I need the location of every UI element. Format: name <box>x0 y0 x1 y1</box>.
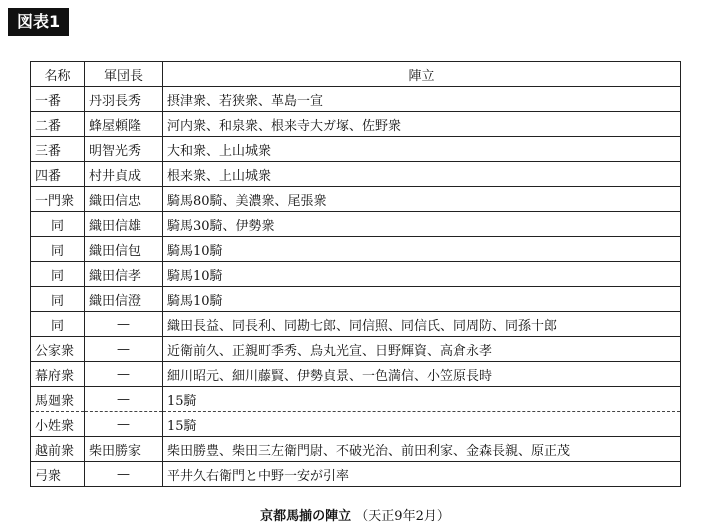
cell-formation: 騎馬30騎、伊勢衆 <box>163 212 681 237</box>
cell-formation: 15騎 <box>163 387 681 412</box>
cell-name: 小姓衆 <box>31 412 85 437</box>
cell-name: 同 <box>31 262 85 287</box>
cell-formation: 平井久右衛門と中野一安が引率 <box>163 462 681 487</box>
cell-commander: 織田信澄 <box>85 287 163 312</box>
table-body <box>31 87 681 487</box>
caption-date: （天正9年2月） <box>355 509 450 524</box>
table-row <box>31 412 681 437</box>
cell-name: 同 <box>31 287 85 312</box>
cell-commander: 織田信忠 <box>85 187 163 212</box>
table-row <box>31 162 681 187</box>
table-row <box>31 212 681 237</box>
table-caption <box>0 505 710 524</box>
cell-formation: 騎馬10騎 <box>163 237 681 262</box>
table-row <box>31 437 681 462</box>
table-row <box>31 262 681 287</box>
cell-name: 三番 <box>31 137 85 162</box>
cell-formation: 大和衆、上山城衆 <box>163 137 681 162</box>
cell-commander: — <box>85 462 163 487</box>
cell-name: 一門衆 <box>31 187 85 212</box>
table-row <box>31 362 681 387</box>
cell-commander: 織田信包 <box>85 237 163 262</box>
cell-formation: 織田長益、同長利、同勘七郎、同信照、同信氏、同周防、同孫十郎 <box>163 312 681 337</box>
header-commander: 軍団長 <box>85 62 163 87</box>
cell-commander: — <box>85 312 163 337</box>
table-header-row <box>31 62 681 87</box>
cell-formation: 柴田勝豊、柴田三左衛門尉、不破光治、前田利家、金森長親、原正茂 <box>163 437 681 462</box>
cell-name: 一番 <box>31 87 85 112</box>
table-row <box>31 287 681 312</box>
cell-commander: — <box>85 337 163 362</box>
cell-formation: 河内衆、和泉衆、根来寺大ガ塚、佐野衆 <box>163 112 681 137</box>
formation-table <box>30 61 681 487</box>
cell-commander: 織田信孝 <box>85 262 163 287</box>
cell-commander: 織田信雄 <box>85 212 163 237</box>
cell-name: 越前衆 <box>31 437 85 462</box>
cell-formation: 15騎 <box>163 412 681 437</box>
cell-commander: 蜂屋頼隆 <box>85 112 163 137</box>
cell-commander: 柴田勝家 <box>85 437 163 462</box>
table-row <box>31 187 681 212</box>
cell-name: 弓衆 <box>31 462 85 487</box>
table-row <box>31 237 681 262</box>
table-row <box>31 87 681 112</box>
cell-commander: 丹羽長秀 <box>85 87 163 112</box>
header-formation: 陣立 <box>163 62 681 87</box>
caption-title: 京都馬揃の陣立 <box>260 509 352 524</box>
cell-formation: 細川昭元、細川藤賢、伊勢貞景、一色満信、小笠原長時 <box>163 362 681 387</box>
figure-tag: 図表1 <box>8 8 69 36</box>
cell-formation: 騎馬10騎 <box>163 287 681 312</box>
cell-name: 同 <box>31 212 85 237</box>
cell-formation: 騎馬10騎 <box>163 262 681 287</box>
cell-name: 四番 <box>31 162 85 187</box>
cell-name: 馬廻衆 <box>31 387 85 412</box>
cell-commander: 明智光秀 <box>85 137 163 162</box>
cell-name: 幕府衆 <box>31 362 85 387</box>
table-row <box>31 137 681 162</box>
table-row <box>31 387 681 412</box>
cell-name: 公家衆 <box>31 337 85 362</box>
cell-formation: 騎馬80騎、美濃衆、尾張衆 <box>163 187 681 212</box>
cell-commander: — <box>85 387 163 412</box>
cell-formation: 根来衆、上山城衆 <box>163 162 681 187</box>
cell-commander: — <box>85 362 163 387</box>
cell-commander: — <box>85 412 163 437</box>
cell-commander: 村井貞成 <box>85 162 163 187</box>
cell-name: 二番 <box>31 112 85 137</box>
cell-name: 同 <box>31 237 85 262</box>
cell-formation: 近衛前久、正親町季秀、烏丸光宣、日野輝資、高倉永孝 <box>163 337 681 362</box>
table-row <box>31 462 681 487</box>
cell-name: 同 <box>31 312 85 337</box>
table-row <box>31 112 681 137</box>
table-row <box>31 312 681 337</box>
table-row <box>31 337 681 362</box>
cell-formation: 摂津衆、若狭衆、革島一宣 <box>163 87 681 112</box>
header-name: 名称 <box>31 62 85 87</box>
